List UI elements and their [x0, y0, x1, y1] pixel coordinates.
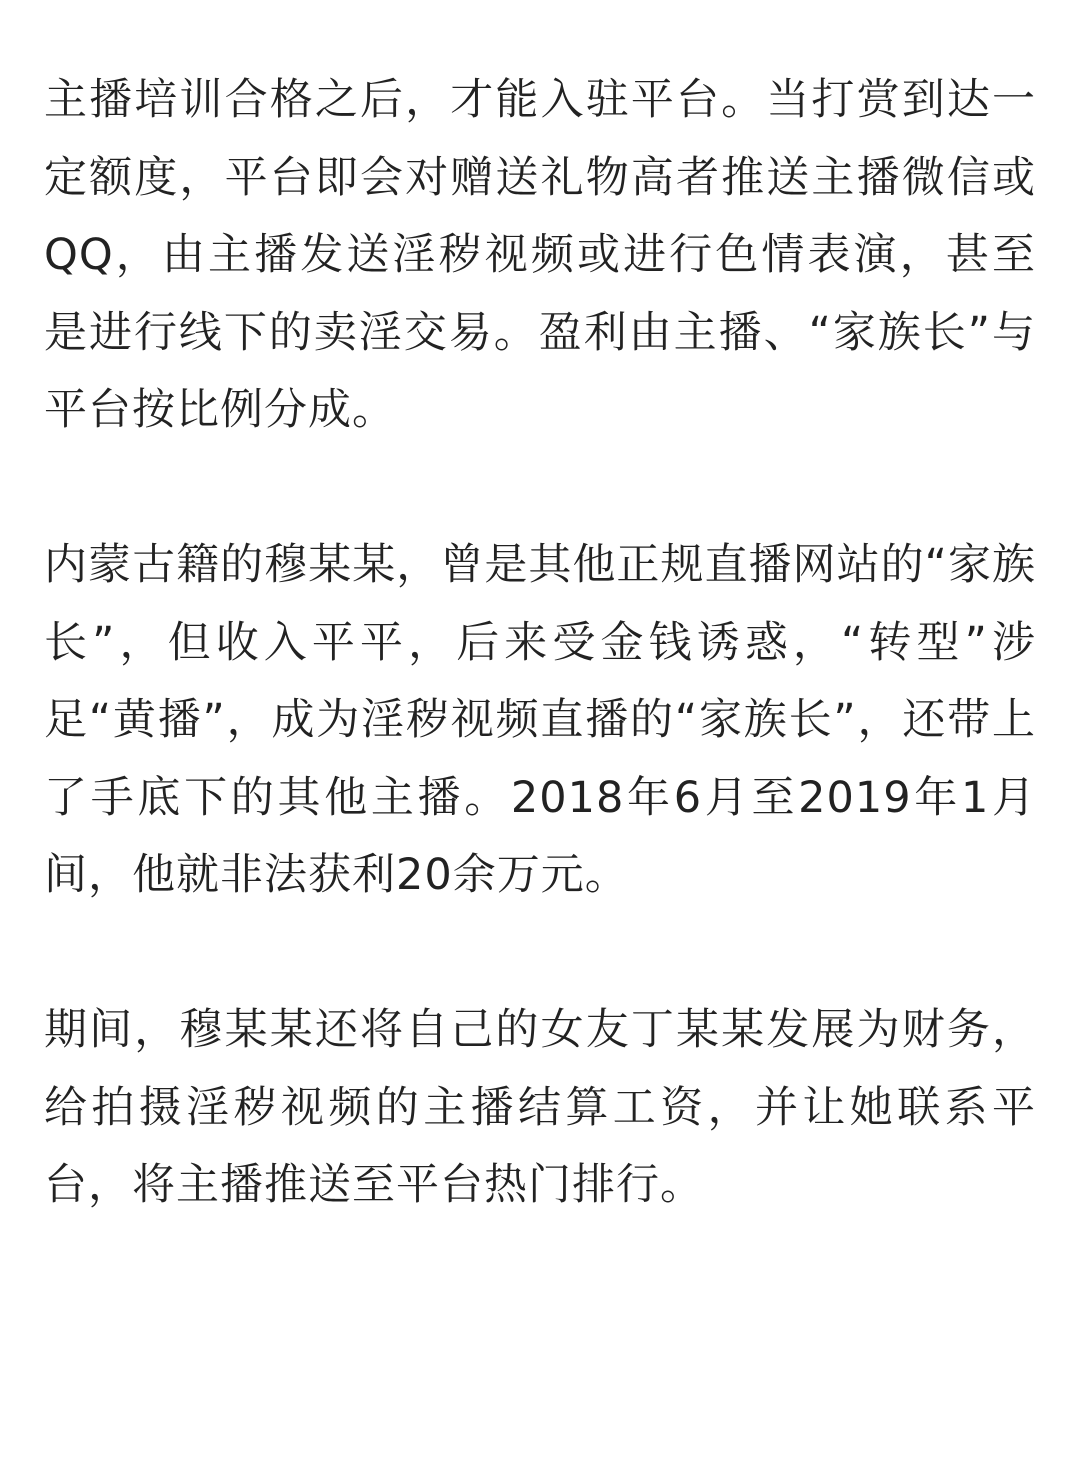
- paragraph-3: 期间，穆某某还将自己的女友丁某某发展为财务，给拍摄淫秽视频的主播结算工资，并让她联系平台，将主播推送至平台热门排行。: [44, 1005, 1036, 1210]
- paragraph-1: 主播培训合格之后，才能入驻平台。当打赏到达一定额度，平台即会对赠送礼物高者推送主播微信或QQ，由主播发送淫秽视频或进行色情表演，甚至是进行线下的卖淫交易。盈利由主播、“家族长”与平台按比例分成。: [44, 75, 1036, 435]
- paragraph-2: 内蒙古籍的穆某某，曾是其他正规直播网站的“家族长”，但收入平平，后来受金钱诱惑，“转型”涉足“黄播”，成为淫秽视频直播的“家族长”，还带上了手底下的其他主播。2018年6月至2019年1月间，他就非法获利20余万元。: [44, 540, 1036, 900]
- article-body: [44, 62, 1036, 1225]
